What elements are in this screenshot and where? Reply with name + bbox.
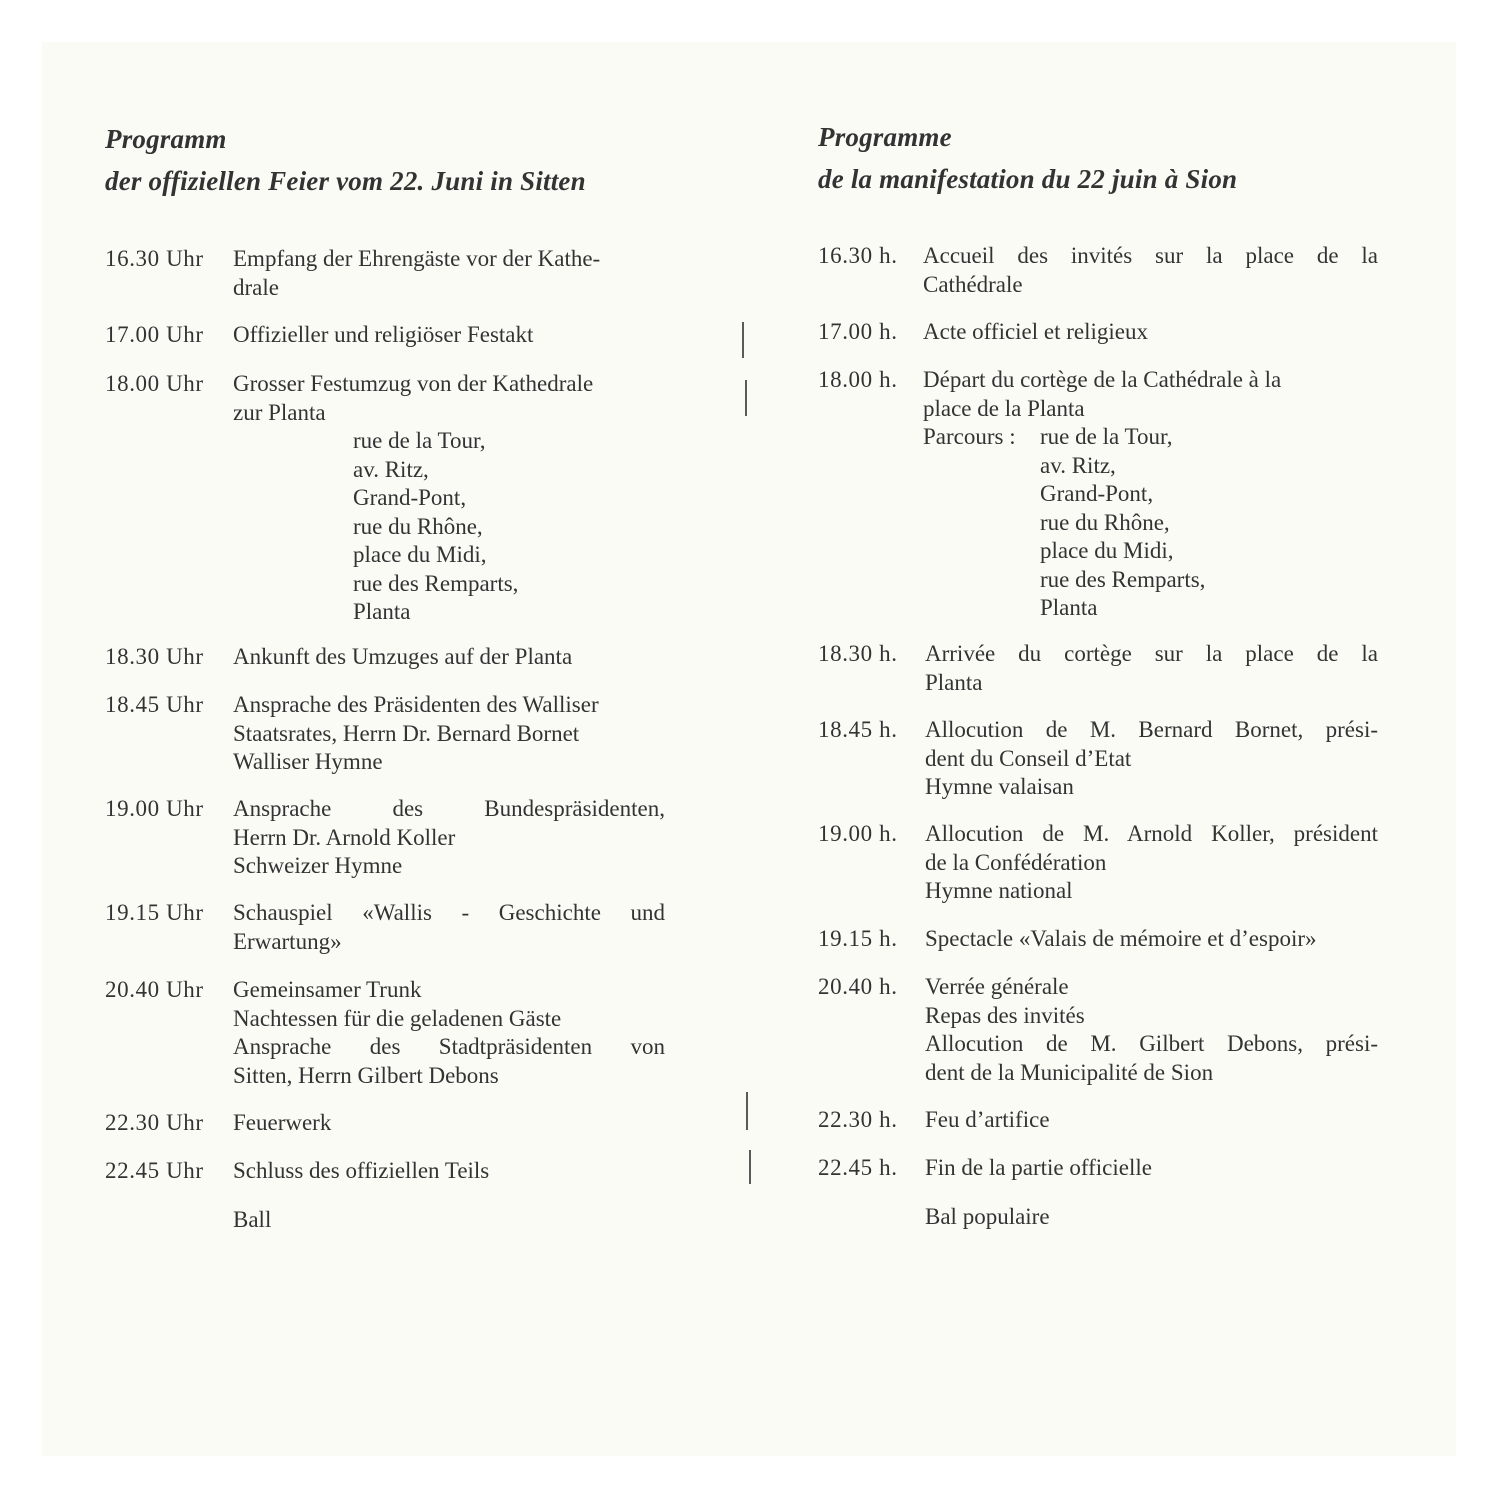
entry-text: Empfang der Ehrengäste vor der Kathe- [233,246,601,271]
entry-text: Ansprache des Bundespräsidenten, [233,796,665,821]
entry-text: Arrivée du cortège sur la place de la [925,641,1378,666]
route-stop: av. Ritz, [1040,452,1116,478]
program-entry [105,643,665,672]
parade-route [923,423,1378,623]
staple-mark [749,1150,751,1184]
entry-text: Nachtessen für die geladenen Gäste [233,1005,562,1031]
entry-text: Planta [925,669,983,695]
entry-text: dent de la Municipalité de Sion [925,1059,1214,1085]
entry-text: Feuerwerk [233,1110,332,1135]
route-stop: rue de la Tour, [1040,424,1173,449]
program-entry [818,640,1378,697]
entry-text: Bal populaire [925,1204,1050,1229]
entry-text: Accueil des invités sur la place de la [923,243,1378,268]
program-entry [105,1109,665,1138]
entry-text: Staatsrates, Herrn Dr. Bernard Bornet [233,720,580,746]
entry-text: Hymne valaisan [925,774,1074,799]
program-entry [818,242,1378,299]
parade-route [353,427,665,627]
program-entry [818,318,1378,347]
route-stop: rue du Rhône, [1040,509,1170,535]
entry-text: Repas des invités [925,1002,1085,1028]
program-entry [818,925,1378,954]
route-label: Parcours : [923,424,1016,449]
program-entry [818,1154,1378,1183]
entry-text: Fin de la partie officielle [925,1155,1152,1180]
entry-time: 18.45 Uhr [105,692,204,717]
entry-time: 18.00 Uhr [105,371,204,396]
entry-text: Schauspiel «Wallis - Geschichte und [233,900,665,925]
route-stop: rue des Remparts, [1040,566,1206,592]
entry-time: 16.30 Uhr [105,246,204,271]
entry-time: 16.30 h. [818,243,898,268]
entry-text: Sitten, Herrn Gilbert Debons [233,1062,499,1088]
program-entry [818,366,1378,623]
entry-time: 17.00 Uhr [105,322,204,347]
entry-text: Ball [233,1207,272,1232]
entry-time: 19.15 Uhr [105,900,204,925]
program-entry [818,1203,1378,1232]
entry-text: Cathédrale [923,271,1023,297]
route-stop: place du Midi, [353,542,487,567]
program-entry [105,691,665,777]
staple-mark [745,380,747,416]
route-stop: rue du Rhône, [353,513,483,539]
french-title-line1: Programme [818,122,952,152]
staple-mark [742,322,744,358]
entry-time: 22.30 h. [818,1107,898,1132]
entry-time: 18.45 h. [818,717,898,742]
entry-time: 18.30 Uhr [105,644,204,669]
program-entry [105,899,665,956]
entry-text: Grosser Festumzug von der Kathedrale [233,371,594,396]
entry-text: Allocution de M. Bernard Bornet, prési- [925,717,1378,742]
entry-text: Ansprache des Stadtpräsidenten von [233,1034,665,1059]
entry-text: Erwartung» [233,928,342,954]
entry-time: 19.00 h. [818,821,898,846]
entry-text: Allocution de M. Gilbert Debons, prési- [925,1031,1378,1056]
route-stop: Grand-Pont, [353,485,467,510]
french-title-line2: de la manifestation du 22 juin à Sion [818,164,1238,194]
entry-time: 18.30 h. [818,641,898,666]
program-entry [105,370,665,627]
entry-time: 20.40 h. [818,974,898,999]
route-stop: av. Ritz, [353,456,429,482]
german-title-line1: Programm [105,124,227,154]
entry-text: Ansprache des Präsidenten des Walliser [233,692,599,717]
entry-text: place de la Planta [923,395,1085,421]
program-entry [105,795,665,881]
route-stop: rue de la Tour, [353,428,486,453]
entry-time: 22.45 Uhr [105,1158,204,1183]
entry-text: Offizieller und religiöser Festakt [233,322,534,347]
entry-text: Schluss des offiziellen Teils [233,1158,490,1183]
program-entry [105,321,665,350]
entry-text: Verrée générale [925,974,1069,999]
entry-time: 19.15 h. [818,926,898,951]
entry-text: Spectacle «Valais de mémoire et d’espoir» [925,926,1317,951]
route-stop: place du Midi, [1040,538,1174,563]
program-entry [105,245,665,302]
program-entry [818,820,1378,906]
route-stop: Planta [353,599,411,624]
program-entry [818,973,1378,1087]
entry-text: Ankunft des Umzuges auf der Planta [233,644,573,669]
route-stop: Planta [1040,595,1098,620]
entry-time: 19.00 Uhr [105,796,204,821]
entry-time: 18.00 h. [818,367,898,392]
entry-text: Herrn Dr. Arnold Koller [233,824,456,850]
german-title-line2: der offiziellen Feier vom 22. Juni in Sitten [105,166,586,196]
program-entry [105,976,665,1090]
program-entry [818,1106,1378,1135]
entry-text: Hymne national [925,878,1073,903]
program-entry [818,716,1378,802]
entry-time: 17.00 h. [818,319,898,344]
entry-text: de la Confédération [925,849,1107,875]
program-entry [105,1157,665,1186]
entry-text: Gemeinsamer Trunk [233,977,422,1002]
entry-text: Départ du cortège de la Cathédrale à la [923,367,1282,392]
program-entry [105,1206,665,1235]
entry-text: zur Planta [233,399,326,425]
entry-text: Feu d’artifice [925,1107,1050,1132]
entry-text: Walliser Hymne [233,749,383,774]
entry-text: drale [233,274,279,300]
entry-time: 22.45 h. [818,1155,898,1180]
entry-time: 20.40 Uhr [105,977,204,1002]
entry-time: 22.30 Uhr [105,1110,204,1135]
route-stop: rue des Remparts, [353,570,519,596]
entry-text: Allocution de M. Arnold Koller, président [925,821,1378,846]
entry-text: Schweizer Hymne [233,853,403,878]
entry-text: Acte officiel et religieux [923,319,1149,344]
entry-text: dent du Conseil d’Etat [925,745,1132,771]
route-stop: Grand-Pont, [1040,481,1154,506]
staple-mark [746,1092,748,1130]
